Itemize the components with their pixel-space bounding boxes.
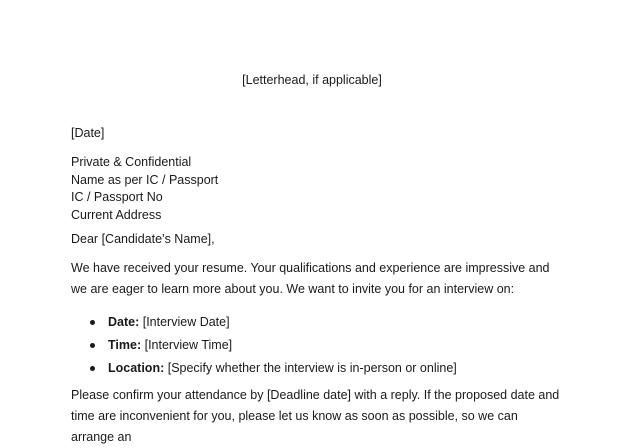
recipient-name: Name as per IC / Passport [71,173,219,187]
detail-value: [Interview Time] [141,338,233,352]
detail-value: [Interview Date] [139,315,230,329]
closing-paragraph: Please confirm your attendance by [Deadline date] with a reply. If the proposed date and time are inconvenient for you, please let us know as soon as possible, so we can arrange an [71,388,560,444]
interview-details-list [71,311,457,380]
bullet-icon [90,343,95,348]
intro-paragraph: We have received your resume. Your qualifications and experience are impressive and we are eager to learn more about you. We want to invite you for an interview on: [71,261,550,296]
bullet-icon [90,366,95,371]
list-item [71,334,457,357]
list-item [71,357,457,380]
detail-value: [Specify whether the interview is in-person or online] [164,361,457,375]
salutation: Dear [Candidate’s Name], [71,232,215,246]
detail-label: Time: [108,338,142,352]
recipient-ic: IC / Passport No [71,190,163,204]
letter-date: [Date] [71,126,105,140]
bullet-icon [90,320,95,325]
recipient-address: Current Address [71,208,162,222]
list-item [71,311,457,334]
detail-label: Location: [108,361,165,375]
letterhead: [Letterhead, if applicable] [242,73,382,87]
detail-label: Date: [108,315,140,329]
confidential-label: Private & Confidential [71,155,192,169]
